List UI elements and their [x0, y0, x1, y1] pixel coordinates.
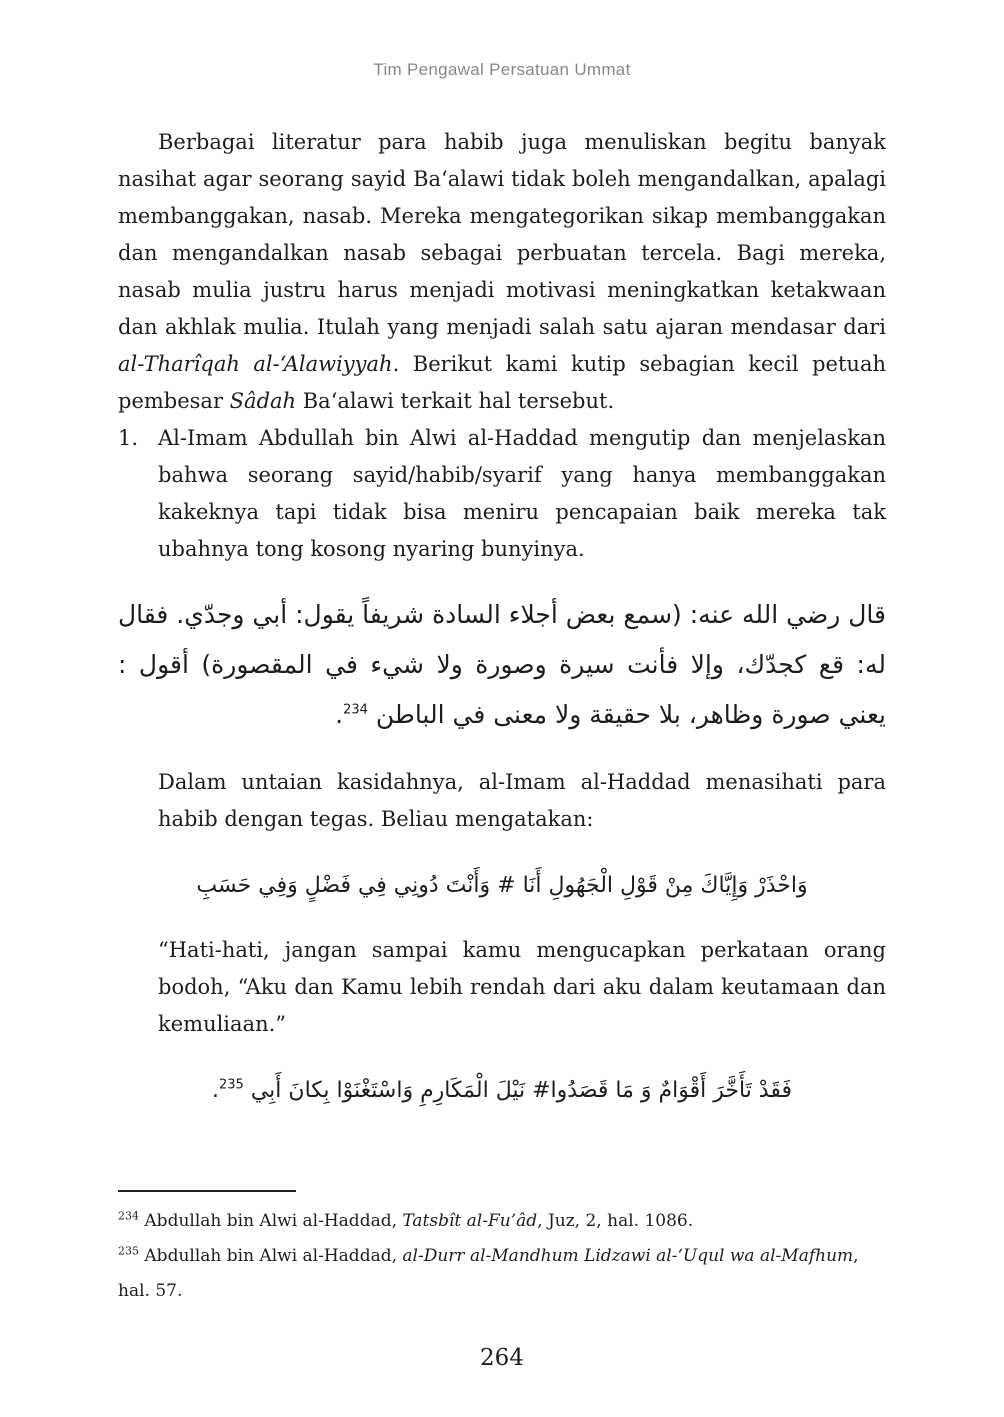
arabic-verse-2-text: فَقَدْ تَأَخَّرَ أَقْوَامٌ وَ مَا قَصَدُوا# نَيْلَ الْمَكَارِمِ وَاسْتَغْنَوْا بِكانَ أَبِي: [250, 1078, 792, 1103]
paragraph-intro: [118, 124, 886, 420]
footnote-234-marker: 234: [118, 1209, 139, 1223]
arabic-quote-text: قال رضي الله عنه: (سمع بعض أجلاء السادة شريفاً يقول: أبي وجدّي. فقال له: قع كجدّك، وإلا فأنت سيرة وصورة ولا شيء في المقصورة) أقول : يعني صورة وظاهر، بلا حقيقة ولا معنى في الباطن: [117, 600, 886, 729]
paragraph-kasidah-intro: Dalam untaian kasidahnya, al-Imam al-Haddad menasihati para habib dengan tegas. Beliau mengatakan:: [158, 770, 886, 831]
paragraph-intro-text: Berbagai literatur para habib juga menuliskan begitu banyak nasihat agar seorang sayid Ba‘alawi tidak boleh mengandalkan, apalagi membanggakan, nasab. Mereka mengategorikan sikap membanggakan dan mengandalkan nasab sebagai perbuatan tercela. Bagi mereka, nasab mulia justru harus menjadi motivasi meningkatkan ketakwaan dan akhlak mulia. Itulah yang menjadi salah satu ajaran mendasar dari: [118, 130, 886, 339]
running-header-title: Tim Pengawal Persatuan Ummat: [373, 60, 631, 79]
footnote-235-text: Abdullah bin Alwi al-Haddad,: [139, 1246, 403, 1266]
footnote-separator: [118, 1190, 296, 1192]
arabic-verse-2: [118, 1069, 886, 1113]
list-item-text: Al-Imam Abdullah bin Alwi al-Haddad mengutip dan menjelaskan bahwa seorang sayid/habib/syarif yang hanya membanggakan kakeknya tapi tidak bisa meniru pencapaian baik mereka tak ubahnya tong kosong nyaring bunyinya.: [158, 426, 886, 561]
footnote-ref-234: 234: [343, 702, 368, 718]
arabic-quote-block: [118, 590, 886, 740]
footnote-ref-235: 235: [219, 1077, 244, 1093]
term-sadah: Sâdah: [229, 389, 297, 413]
arabic-verse-1: وَاحْذَرْ وَإِيَّاكَ مِنْ قَوْلِ الْجَهُولِ أَنَا # وَأَنْتَ دُونِي فِي فَضْلٍ وَفِي حَسَبِ: [196, 873, 808, 898]
footnote-235-marker: 235: [118, 1244, 139, 1258]
footnote-235-text-2: , hal. 57.: [118, 1246, 859, 1301]
paragraph-intro-text-3: Ba‘alawi terkait hal tersebut.: [296, 389, 615, 413]
footnote-234-text-2: , Juz, 2, hal. 1086.: [537, 1211, 694, 1231]
page-number: 264: [480, 1345, 524, 1371]
footnote-234: [118, 1204, 886, 1239]
term-al-thariqah-al-alawiyyah: al-Tharîqah al-‘Alawiyyah: [118, 352, 393, 376]
paragraph-intro-text-2: . Berikut kami kutip sebagian kecil petuah pembesar: [118, 352, 886, 413]
footnote-235: [118, 1239, 886, 1309]
footnote-235-book-title: al-Durr al-Mandhum Lidzawi al-‘Uqul wa al-Mafhum: [402, 1246, 854, 1266]
list-item-number: 1.: [118, 426, 139, 450]
footnote-area: [118, 1190, 886, 1309]
quote-translation: “Hati-hati, jangan sampai kamu mengucapkan perkataan orang bodoh, “Aku dan Kamu lebih rendah dari aku dalam keutamaan dan kemuliaan.”: [158, 938, 886, 1036]
arabic-verse-2-period: .: [212, 1078, 220, 1103]
arabic-quote-period: .: [335, 700, 344, 729]
numbered-list-item-1: [118, 420, 886, 568]
footnote-234-text: Abdullah bin Alwi al-Haddad,: [139, 1211, 403, 1231]
footnote-234-book-title: Tatsbît al-Fu’âd: [402, 1211, 538, 1231]
